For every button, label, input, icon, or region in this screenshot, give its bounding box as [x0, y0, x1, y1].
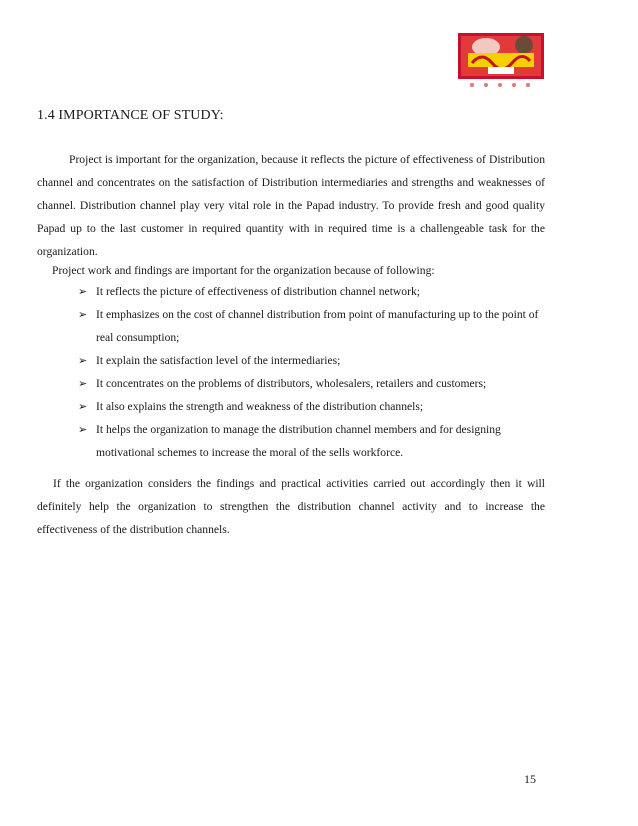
list-item: ➢ It helps the organization to manage the distribution channel members and for designing motivational schemes to increase the moral of the sells workforce.: [78, 418, 548, 464]
arrow-bullet-icon: ➢: [78, 308, 88, 321]
conclusion-paragraph: If the organization considers the findings and practical activities carried out accordingly then it will definitely help the organization to strengthen the distribution channel activity and to increase the effectiveness of the distribution channels.: [37, 477, 545, 536]
list-item: ➢ It also explains the strength and weakness of the distribution channels;: [78, 395, 548, 418]
importance-paragraph: Project is important for the organization, because it reflects the picture of effectiveness of Distribution channel and concentrates on the satisfaction of Distribution intermediaries and strengths and weaknesses of channel. Distribution channel play very vital role in the Papad industry. To provide fresh and good quality Papad up to the last customer in required quantity with in required time is a challengeable task for the organization.: [37, 153, 545, 258]
page-number: 15: [524, 772, 536, 786]
arrow-bullet-icon: ➢: [78, 377, 88, 390]
list-item: ➢ It emphasizes on the cost of channel distribution from point of manufacturing up to the point of real consumption;: [78, 303, 548, 349]
importance-list: [78, 280, 548, 464]
section-heading: 1.4 IMPORTANCE OF STUDY:: [37, 108, 224, 123]
arrow-bullet-icon: ➢: [78, 354, 88, 367]
papad-logo-icon: [458, 33, 544, 89]
arrow-bullet-icon: ➢: [78, 400, 88, 413]
list-item: ➢ It reflects the picture of effectiveness of distribution channel network;: [78, 280, 548, 303]
brand-logo: [458, 33, 544, 89]
list-item: ➢ It concentrates on the problems of distributors, wholesalers, retailers and customers;: [78, 372, 548, 395]
arrow-bullet-icon: ➢: [78, 423, 88, 436]
findings-intro: Project work and findings are important for the organization because of following:: [52, 264, 435, 277]
list-item: ➢ It explain the satisfaction level of the intermediaries;: [78, 349, 548, 372]
arrow-bullet-icon: ➢: [78, 285, 88, 298]
